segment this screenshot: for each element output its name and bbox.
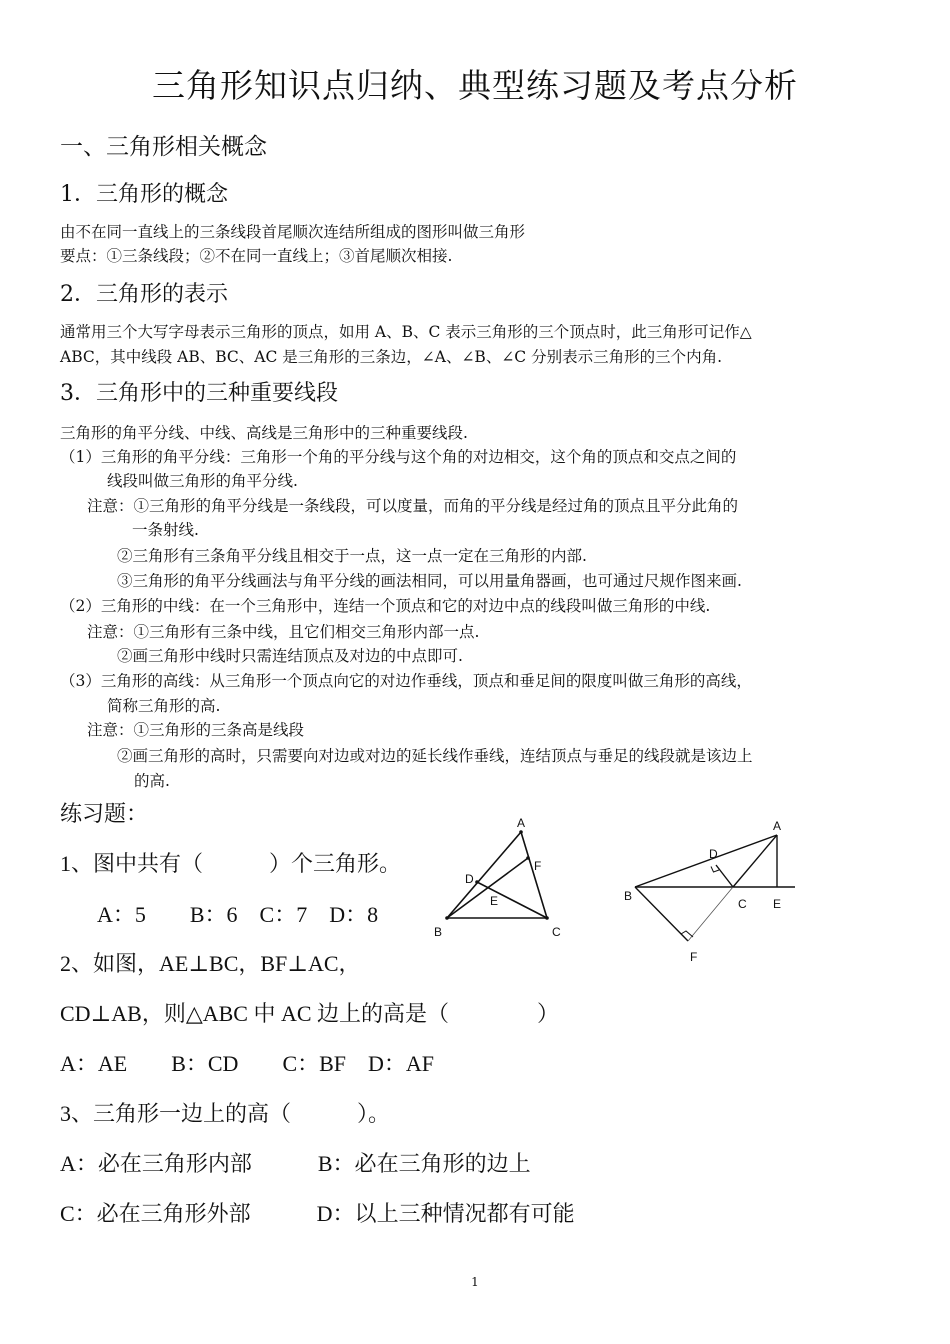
note-text: ②画三角形中线时只需连结顶点及对边的中点即可. — [117, 647, 463, 665]
question-3-options-cd: C：必在三角形外部 D：以上三种情况都有可能 — [60, 1201, 575, 1226]
extension-cf — [688, 887, 733, 941]
note-text: ②三角形有三条角平分线且相交于一点，这一点一定在三角形的内部. — [117, 547, 587, 565]
paragraph-text: （2）三角形的中线：在一个三角形中，连结一个顶点和它的对边中点的线段叫做三角形的中线. — [60, 597, 711, 615]
question-2-options: A：AE B：CD C：BF D：AF — [60, 1051, 435, 1076]
paragraph-text: ABC，其中线段 AB、BC、AC 是三角形的三条边，∠A、∠B、∠C 分别表示三角形的三个内角. — [60, 348, 723, 366]
label-f: F — [690, 950, 698, 964]
segment-cd — [477, 882, 547, 918]
side-ac — [521, 832, 547, 918]
label-d: D — [709, 847, 718, 861]
label-e: E — [490, 894, 499, 908]
label-d: D — [465, 872, 474, 886]
label-e: E — [773, 897, 782, 911]
definition-text: 由不在同一直线上的三条线段首尾顺次连结所组成的图形叫做三角形 — [60, 223, 526, 241]
paragraph-text: 线段叫做三角形的角平分线. — [107, 472, 298, 490]
note-text: ③三角形的角平分线画法与角平分线的画法相同，可以用量角器画，也可通过尺规作图来画. — [117, 572, 742, 590]
note-text: 一条射线. — [132, 521, 199, 539]
altitude-bf — [635, 887, 688, 941]
side-ab — [447, 832, 521, 918]
exercises-heading: 练习题： — [60, 801, 149, 826]
figure-1-triangle — [425, 810, 575, 945]
paragraph-text: 三角形的角平分线、中线、高线是三角形中的三种重要线段. — [60, 424, 468, 442]
paragraph-text: 通常用三个大写字母表示三角形的顶点，如用 A、B、C 表示三角形的三个顶点时，此三角形可记作△ — [60, 323, 752, 341]
paragraph-text: （1）三角形的角平分线：三角形一个角的平分线与这个角的对边相交，这个角的顶点和交点之间的 — [60, 448, 737, 466]
keypoints-text: 要点：①三条线段；②不在同一直线上；③首尾顺次相接. — [60, 247, 453, 265]
label-b: B — [434, 925, 443, 939]
note-text: 的高. — [134, 772, 170, 790]
subsection-heading: 2．三角形的表示 — [60, 282, 228, 307]
label-a: A — [773, 819, 782, 833]
section-heading: 一、三角形相关概念 — [60, 134, 267, 160]
altitude-cd — [716, 865, 733, 887]
label-c: C — [552, 925, 561, 939]
question-1-options: A：5 B：6 C：7 D：8 — [97, 902, 379, 927]
question-3-options-ab: A：必在三角形内部 B：必在三角形的边上 — [60, 1151, 531, 1176]
subsection-heading: 1．三角形的概念 — [60, 182, 228, 207]
note-text: 注意：①三角形的角平分线是一条线段，可以度量，而角的平分线是经过角的顶点且平分此角的 — [87, 497, 739, 515]
note-text: 注意：①三角形有三条中线，且它们相交三角形内部一点. — [87, 623, 480, 641]
question-1: 1、图中共有（ ）个三角形。 — [60, 851, 402, 876]
paragraph-text: 简称三角形的高. — [107, 697, 221, 715]
page-number: 1 — [471, 1275, 479, 1289]
label-f: F — [534, 859, 542, 873]
paragraph-text: （3）三角形的高线：从三角形一个顶点向它的对边作垂线，顶点和垂足间的限度叫做三角形的高线， — [60, 672, 752, 690]
subsection-heading: 3．三角形中的三种重要线段 — [60, 381, 338, 406]
label-b: B — [624, 889, 633, 903]
page-title: 三角形知识点归纳、典型练习题及考点分析 — [152, 66, 798, 105]
question-2: 2、如图，AE⊥BC，BF⊥AC， — [60, 951, 361, 976]
question-3: 3、三角形一边上的高（ ）。 — [60, 1101, 391, 1126]
note-text: ②画三角形的高时，只需要向对边或对边的延长线作垂线，连结顶点与垂足的线段就是该边上 — [117, 747, 753, 765]
label-a: A — [517, 816, 526, 830]
question-2-continued: CD⊥AB，则△ABC 中 AC 边上的高是（ ） — [60, 1001, 560, 1026]
note-text: 注意：①三角形的三条高是线段 — [87, 721, 305, 739]
figure-2-triangle — [620, 815, 805, 965]
label-c: C — [738, 897, 747, 911]
